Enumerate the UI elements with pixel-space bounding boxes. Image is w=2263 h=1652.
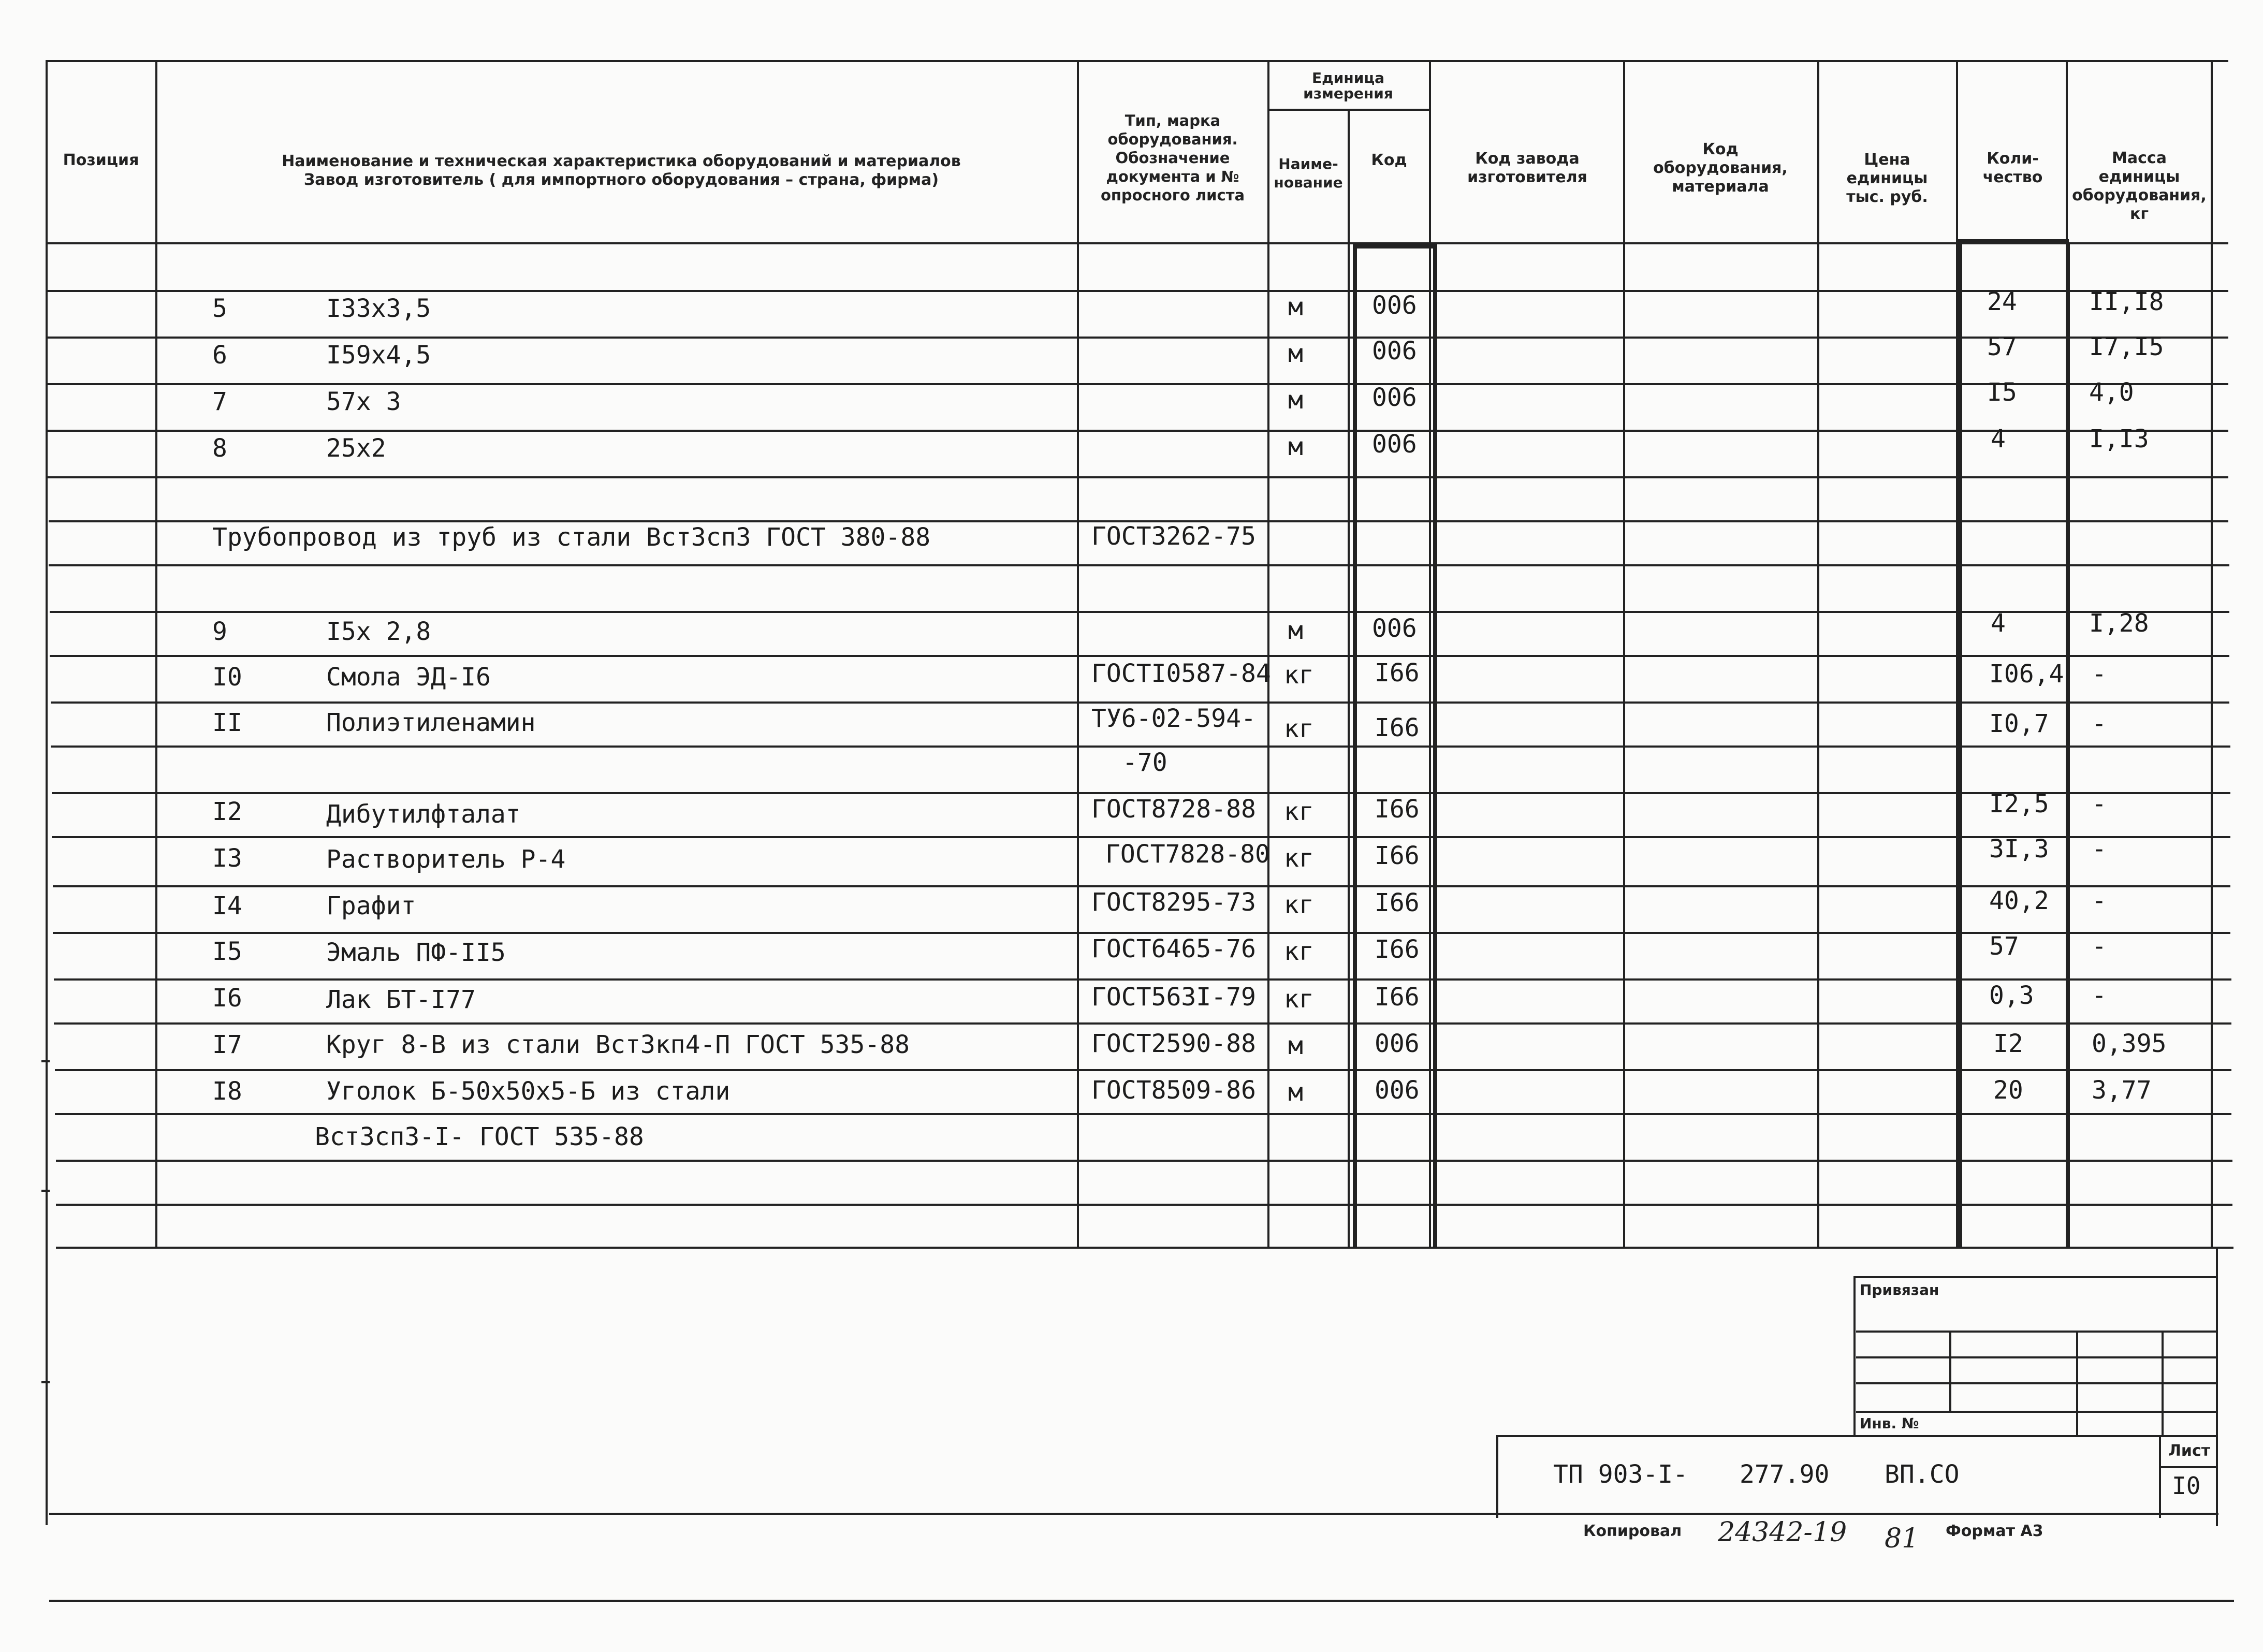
cell-quantity: 40,2 xyxy=(1989,886,2049,915)
header-type: Тип, марка оборудования. Обозначение документа и № опросного листа xyxy=(1100,112,1245,204)
header-unit-code: Код xyxy=(1371,151,1407,169)
cell-name: Растворитель Р-4 xyxy=(326,845,566,874)
cell-name: 25x2 xyxy=(326,434,386,463)
cell-name: Дибутилфталат xyxy=(326,800,521,829)
cell-position: 9 xyxy=(212,617,227,646)
cell-mass: - xyxy=(2092,709,2107,738)
cell-quantity: 57 xyxy=(1989,932,2019,961)
cell-code: I66 xyxy=(1375,713,1420,742)
cell-document: ГОСТ8509-86 xyxy=(1091,1076,1256,1105)
cell-quantity: 4 xyxy=(1991,609,2006,638)
cell-name: Эмаль ПФ-II5 xyxy=(326,938,506,967)
cell-quantity: 0,3 xyxy=(1989,981,2034,1010)
cell-quantity: 3I,3 xyxy=(1989,835,2049,864)
cell-name: Полиэтиленамин xyxy=(326,708,536,737)
cell-unit: м xyxy=(1288,339,1303,368)
header-mass: Масса единицы оборудования, кг xyxy=(2072,149,2207,223)
sheet-label: Лист xyxy=(2168,1442,2211,1460)
cell-mass: I,28 xyxy=(2089,609,2149,638)
cell-position: 8 xyxy=(212,434,227,463)
cell-unit: м xyxy=(1288,1078,1303,1107)
cell-unit: кг xyxy=(1284,797,1314,826)
cell-code: I66 xyxy=(1375,935,1420,964)
cell-document: ГОСТ8728-88 xyxy=(1091,795,1256,824)
cell-position: I3 xyxy=(212,844,242,873)
cell-quantity: I2,5 xyxy=(1989,790,2049,818)
cell-unit: м xyxy=(1288,386,1303,415)
cell-unit: кг xyxy=(1284,890,1314,919)
cell-code: 006 xyxy=(1372,337,1417,366)
cell-quantity: I06,4 xyxy=(1989,660,2064,689)
cell-position: I7 xyxy=(212,1030,242,1059)
cell-document: ГОСТ2590-88 xyxy=(1091,1029,1256,1058)
cell-mass: - xyxy=(2092,835,2107,864)
header-equipment-code: Код оборудования, материала xyxy=(1653,140,1788,196)
cell-unit: м xyxy=(1288,293,1303,321)
cell-unit: кг xyxy=(1284,985,1314,1014)
cell-mass: 0,395 xyxy=(2092,1029,2167,1058)
cell-document: ТУ6-02-594- xyxy=(1091,704,1256,733)
cell-name: Круг 8-В из стали ВстЗкп4-П ГОСТ 535-88 xyxy=(326,1030,910,1059)
cell-position: I8 xyxy=(212,1077,242,1106)
margin-tick xyxy=(41,1060,50,1062)
sheet-number: I0 xyxy=(2172,1472,2201,1500)
cell-unit: кг xyxy=(1284,844,1314,873)
cell-code: I66 xyxy=(1375,888,1420,917)
cell-unit: м xyxy=(1288,616,1303,645)
cell-unit: м xyxy=(1288,1031,1303,1060)
cell-unit: кг xyxy=(1284,714,1314,743)
cell-document: ГОСТ8295-73 xyxy=(1091,888,1256,917)
cell-code: 006 xyxy=(1372,383,1417,412)
cell-quantity: 20 xyxy=(1993,1076,2023,1105)
margin-tick xyxy=(41,1381,50,1383)
cell-unit: м xyxy=(1288,432,1303,461)
cell-position: 5 xyxy=(212,294,227,323)
cell-document: -70 xyxy=(1122,748,1167,777)
page-bottom-rule xyxy=(49,1600,2234,1602)
cell-mass: 3,77 xyxy=(2092,1076,2152,1105)
cell-position: 6 xyxy=(212,341,227,370)
inventory-label: Инв. № xyxy=(1860,1415,1919,1432)
cell-code: I66 xyxy=(1375,983,1420,1012)
cell-mass: - xyxy=(2092,932,2107,961)
cell-document: ГОСТI0587-84 xyxy=(1091,659,1271,688)
cell-unit: кг xyxy=(1284,661,1314,690)
cell-position: I0 xyxy=(212,663,242,692)
cell-mass: II,I8 xyxy=(2089,287,2164,316)
cell-position: I5 xyxy=(212,937,242,966)
cell-position: I4 xyxy=(212,891,242,920)
cell-mass: - xyxy=(2092,660,2107,689)
cell-unit: кг xyxy=(1284,937,1314,966)
cell-quantity: 24 xyxy=(1987,287,2017,316)
cell-code: 006 xyxy=(1375,1029,1420,1058)
cell-name: I59x4,5 xyxy=(326,341,431,370)
attached-label: Привязан xyxy=(1860,1281,1939,1298)
cell-quantity: I2 xyxy=(1993,1029,2023,1058)
cell-quantity: 4 xyxy=(1991,425,2006,454)
designation-number: 277.90 xyxy=(1740,1460,1830,1489)
cell-name: Уголок Б-50x50x5-Б из стали xyxy=(326,1077,731,1106)
cell-document: ГОСТ7828-80 xyxy=(1105,840,1270,869)
cell-mass: I,I3 xyxy=(2089,425,2149,454)
cell-code: 006 xyxy=(1372,614,1417,643)
cell-name: 57x 3 xyxy=(326,387,401,416)
cell-quantity: 57 xyxy=(1987,332,2017,361)
cell-name: I5x 2,8 xyxy=(326,617,431,646)
cell-position: 7 xyxy=(212,387,227,416)
cell-name: I33x3,5 xyxy=(326,294,431,323)
cell-document: ГОСТ563I-79 xyxy=(1091,983,1256,1012)
header-price: Цена единицы тыс. руб. xyxy=(1846,151,1928,206)
copied-label: Копировал xyxy=(1583,1522,1682,1540)
cell-document: ГОСТ6465-76 xyxy=(1091,934,1256,963)
cell-position: I2 xyxy=(212,797,242,826)
handwritten-number: 24342-19 xyxy=(1718,1517,1847,1548)
cell-mass: - xyxy=(2092,981,2107,1010)
cell-quantity: I5 xyxy=(1987,378,2017,407)
cell-mass: - xyxy=(2092,790,2107,818)
designation-suffix: ВП.СО xyxy=(1885,1460,1960,1489)
cell-name: Графит xyxy=(326,891,416,920)
cell-document: ГОСТ3262-75 xyxy=(1091,522,1256,551)
cell-name: ВстЗсп3-I- ГОСТ 535-88 xyxy=(315,1122,644,1151)
cell-code: 006 xyxy=(1372,291,1417,320)
cell-code: 006 xyxy=(1372,430,1417,459)
format-label: Формат А3 xyxy=(1946,1522,2043,1540)
cell-code: I66 xyxy=(1375,795,1420,824)
margin-tick xyxy=(41,1190,50,1192)
cell-mass: 4,0 xyxy=(2089,378,2134,407)
cell-quantity: I0,7 xyxy=(1989,709,2049,738)
header-unit-name: Наиме- нование xyxy=(1274,155,1343,191)
header-position: Позиция xyxy=(63,151,139,169)
cell-name: Лак БТ-I77 xyxy=(326,985,476,1014)
cell-position: II xyxy=(212,708,242,737)
header-quantity: Коли- чество xyxy=(1982,150,2043,186)
cell-code: I66 xyxy=(1375,659,1420,688)
cell-position: I6 xyxy=(212,984,242,1013)
cell-code: 006 xyxy=(1375,1076,1420,1105)
cell-name: Смола ЭД-I6 xyxy=(326,663,491,692)
header-name: Наименование и техническая характеристика оборудований и материалов Завод изготовитель ( для импортного оборудования – страна, фирма) xyxy=(282,152,961,189)
cell-mass: - xyxy=(2092,886,2107,915)
cell-mass: I7,I5 xyxy=(2089,332,2164,361)
handwritten-number-2: 81 xyxy=(1885,1523,1919,1554)
header-factory-code: Код завода изготовителя xyxy=(1467,150,1587,186)
cell-code: I66 xyxy=(1375,841,1420,870)
cell-section-title: Трубопровод из труб из стали ВстЗсп3 ГОСТ 380-88 xyxy=(212,523,931,552)
designation-prefix: ТП 903-I- xyxy=(1553,1460,1688,1489)
header-unit-group: Единица измерения xyxy=(1303,69,1393,102)
